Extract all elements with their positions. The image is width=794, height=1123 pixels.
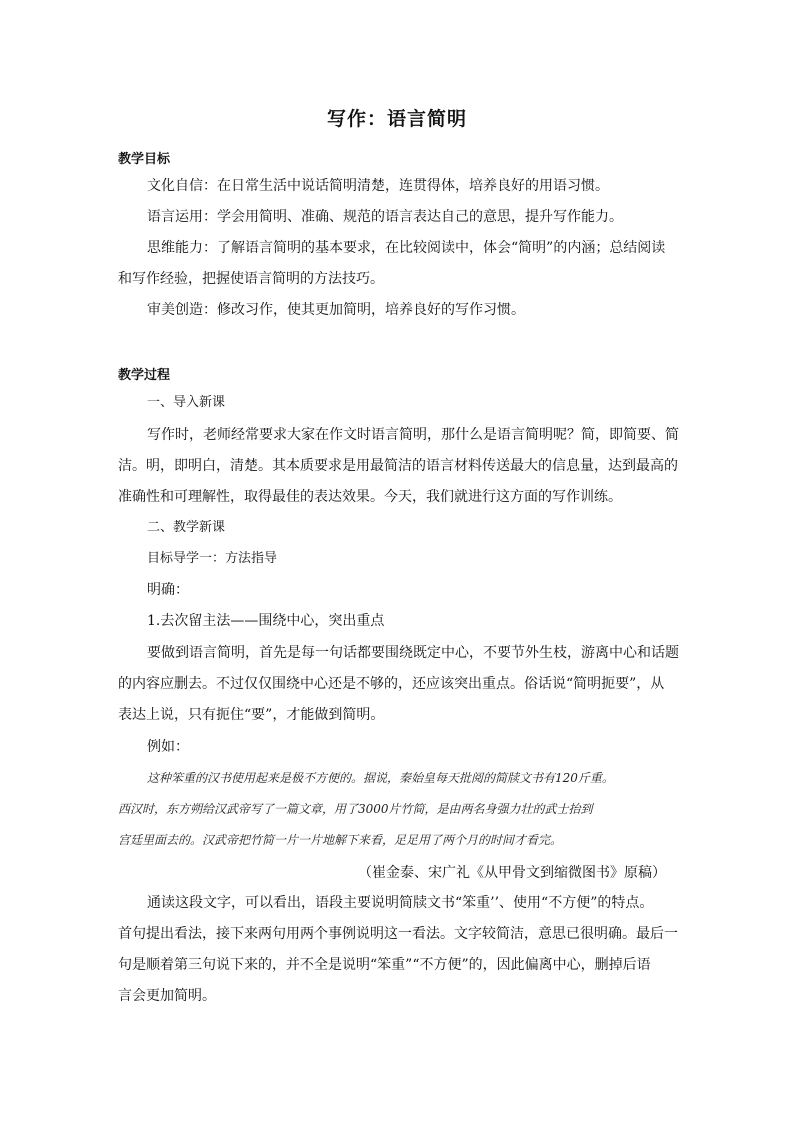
method-line: 表达上说，只有扼住“要”，才能做到简明。 <box>118 707 385 723</box>
analysis-line: 言会更加简明。 <box>118 988 216 1004</box>
process-heading: 教学过程 <box>118 368 171 383</box>
section-new-heading: 二、教学新课 <box>147 520 226 535</box>
goal-thinking-cont: 和写作经验，把握使语言简明的方法技巧。 <box>118 271 384 287</box>
example-line: 宫廷里面去的。汉武帝把竹简一片一片地解下来看，足足用了两个月的时间才看完。 <box>118 833 563 847</box>
analysis-line: 首句提出看法，接下来两句用两个事例说明这一看法。文字较简洁，意思已很明确。最后一 <box>118 926 678 942</box>
goal-aesthetic: 审美创造：修改习作，使其更加简明，培养良好的写作习惯。 <box>147 302 525 318</box>
goals-heading: 教学目标 <box>118 152 171 167</box>
intro-line: 写作时，老师经常要求大家在作文时语言简明，那什么是语言简明呢？简，即简要、简 <box>147 427 679 443</box>
example-label: 例如： <box>147 739 189 755</box>
page-title: 写作：语言简明 <box>326 108 467 130</box>
method-heading: 1.去次留主法——围绕中心，突出重点 <box>147 613 385 629</box>
intro-line: 洁。明，即明白，清楚。其本质要求是用最简洁的语言材料传送最大的信息量，达到最高的 <box>118 458 678 474</box>
goal-thinking: 思维能力：了解语言简明的基本要求，在比较阅读中，体会“简明”的内涵；总结阅读 <box>147 240 666 256</box>
example-line: 这种笨重的汉书使用起来是极不方便的。据说，秦始皇每天批阅的简牍文书有120斤重。 <box>147 771 614 785</box>
method-line: 的内容应删去。不过仅仅围绕中心还是不够的，还应该突出重点。俗话说“简明扼要”，从 <box>118 676 665 692</box>
method-line: 要做到语言简明，首先是每一句话都要围绕既定中心，不要节外生枝，游离中心和话题 <box>147 645 679 661</box>
goal-language: 语言运用：学会用简明、准确、规范的语言表达自己的意思，提升写作能力。 <box>147 209 623 225</box>
example-source: （崔金泰、宋广礼《从甲骨文到缩微图书》原稿） <box>358 865 666 881</box>
clarify-label: 明确： <box>147 582 189 598</box>
analysis-line: 句是顺着第三句说下来的，并不全是说明“笨重”“不方便”的，因此偏离中心，删掉后语 <box>118 957 651 973</box>
goal-culture: 文化自信：在日常生活中说话简明清楚，连贯得体，培养良好的用语习惯。 <box>147 178 609 194</box>
intro-line: 准确性和可理解性，取得最佳的表达效果。今天，我们就进行这方面的写作训练。 <box>118 489 622 505</box>
example-line: 西汉时，东方朔给汉武帝写了一篇文章，用了3000片竹简，是由两名身强力壮的武士抬到 <box>118 802 593 816</box>
section-intro-heading: 一、导入新课 <box>147 395 226 410</box>
target-heading: 目标导学一：方法指导 <box>147 551 278 566</box>
analysis-line: 通读这段文字，可以看出，语段主要说明简牍文书“笨重’’、使用“不方便”的特点。 <box>147 895 654 911</box>
